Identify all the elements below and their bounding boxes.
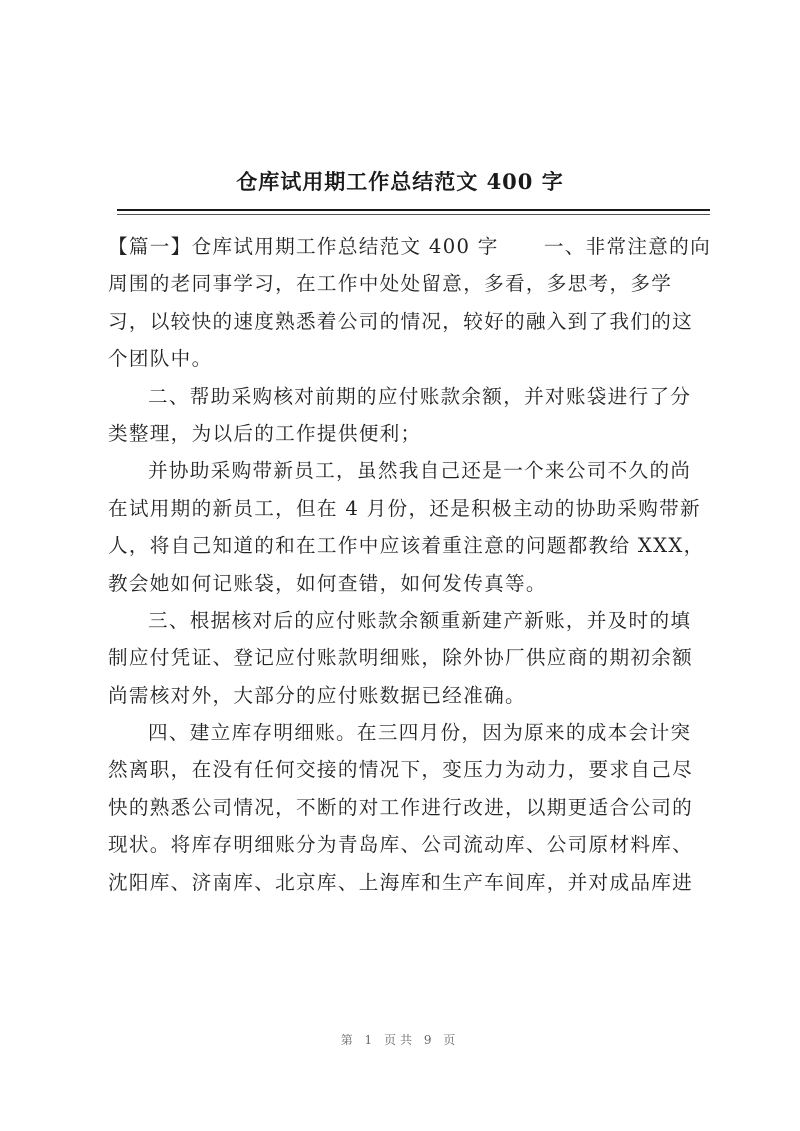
- body-line: 人，将自己知道的和在工作中应该着重注意的问题都教给 XXX，: [108, 534, 705, 558]
- body-line: 个团队中。: [108, 347, 213, 371]
- body-line: 教会她如何记账袋，如何查错，如何发传真等。: [108, 571, 547, 595]
- body-line: 制应付凭证、登记应付账款明细账，除外协厂供应商的期初余额: [108, 646, 694, 670]
- body-line: 二、帮助采购核对前期的应付账款余额，并对账袋进行了分: [148, 384, 692, 408]
- body-line: 并协助采购带新员工，虽然我自己还是一个来公司不久的尚: [148, 459, 692, 483]
- body-line: 然离职，在没有任何交接的情况下，变压力为动力，要求自己尽: [108, 758, 694, 782]
- document-title: 仓库试用期工作总结范文 400 字: [236, 169, 564, 194]
- body-line: 在试用期的新员工，但在 4 月份，还是积极主动的协助采购带新: [108, 496, 701, 520]
- body-line: 尚需核对外，大部分的应付账数据已经准确。: [108, 683, 526, 707]
- body-line: 三、根据核对后的应付账款余额重新建产新账，并及时的填: [148, 608, 692, 632]
- body-line: 类整理，为以后的工作提供便利；: [108, 421, 422, 445]
- title-underline-thin: [117, 214, 710, 215]
- body-line: 习，以较快的速度熟悉着公司的情况，较好的融入到了我们的这: [108, 309, 694, 333]
- document-body: [108, 228, 712, 901]
- body-line: 四、建立库存明细账。在三四月份，因为原来的成本会计突: [148, 721, 692, 745]
- body-line: 快的熟悉公司情况，不断的对工作进行改进，以期更适合公司的: [108, 795, 694, 819]
- body-line: 沈阳库、济南库、北京库、上海库和生产车间库，并对成品库进: [108, 870, 694, 894]
- body-line: 周围的老同事学习，在工作中处处留意，多看，多思考，多学: [108, 272, 673, 296]
- body-line: 现状。将库存明细账分为青岛库、公司流动库、公司原材料库、: [108, 833, 694, 857]
- body-line: 【篇一】仓库试用期工作总结范文 400 字 一、非常注意的向: [108, 235, 711, 258]
- page-number-footer: 第 1 页共 9 页: [340, 1033, 460, 1047]
- title-underline: [117, 209, 710, 211]
